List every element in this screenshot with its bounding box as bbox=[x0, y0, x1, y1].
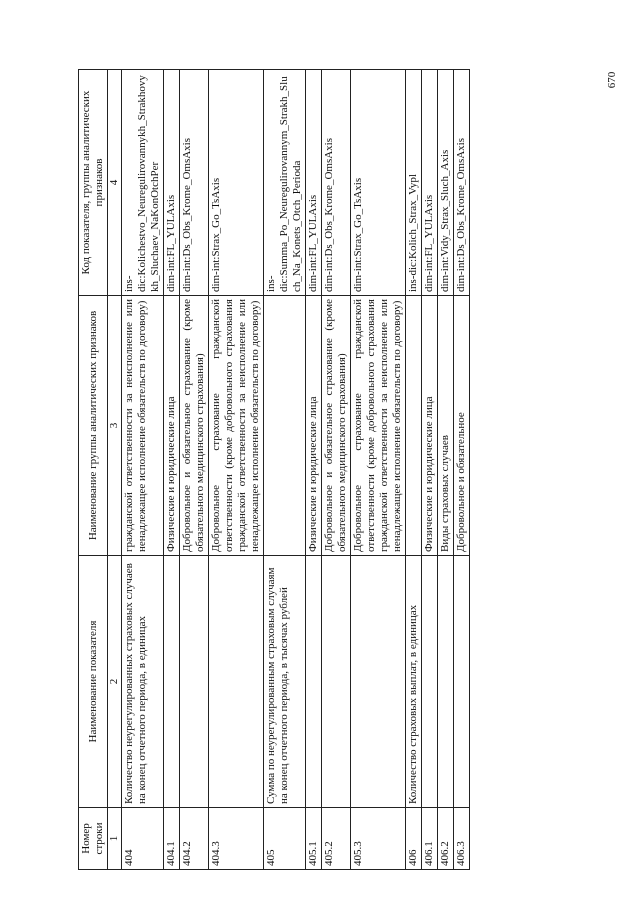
group-name-cell: Добровольное и обязательное bbox=[454, 296, 470, 556]
indicator-name-cell: Сумма по неурегулированным страховым случаям на конец отчетного периода, в тысячах рублей bbox=[264, 556, 306, 808]
table-row bbox=[264, 70, 306, 870]
table-row bbox=[180, 70, 209, 870]
table-row bbox=[322, 70, 351, 870]
code-cell: dim-int:Ds_Obs_Krome_OmsAxis bbox=[454, 70, 470, 296]
indicator-name-cell bbox=[422, 556, 438, 808]
code-cell: dim-int:Vidy_Strax_Sluch_Axis bbox=[438, 70, 454, 296]
row-number-cell: 404.2 bbox=[180, 808, 209, 870]
code-cell: ins-dic:Summa_Po_Neuregulirovannym_Strakh_Sluch_Na_Konets_Otch_Perioda bbox=[264, 70, 306, 296]
row-number-cell: 404 bbox=[122, 808, 164, 870]
column-number: 2 bbox=[108, 556, 122, 808]
group-name-cell bbox=[264, 296, 306, 556]
group-name-cell: Физические и юридические лица bbox=[164, 296, 180, 556]
row-number-cell: 405.1 bbox=[306, 808, 322, 870]
table-row bbox=[164, 70, 180, 870]
indicator-name-cell bbox=[454, 556, 470, 808]
indicator-name-cell bbox=[180, 556, 209, 808]
code-cell: dim-int:FL_YULAxis bbox=[164, 70, 180, 296]
indicator-name-cell bbox=[209, 556, 264, 808]
row-number-cell: 406.2 bbox=[438, 808, 454, 870]
header-row-number: Номер строки bbox=[79, 808, 108, 870]
code-cell: dim-int:FL_YULAxis bbox=[306, 70, 322, 296]
table-row bbox=[209, 70, 264, 870]
code-cell: dim-int:Strax_Go_TsAxis bbox=[209, 70, 264, 296]
code-cell: dim-int:Ds_Obs_Krome_OmsAxis bbox=[180, 70, 209, 296]
group-name-cell: Физические и юридические лица bbox=[306, 296, 322, 556]
header-group-name: Наименование группы аналитических признаков bbox=[79, 296, 108, 556]
header-indicator-name: Наименование показателя bbox=[79, 556, 108, 808]
group-name-cell: Физические и юридические лица bbox=[422, 296, 438, 556]
table-row bbox=[122, 70, 164, 870]
header-row bbox=[79, 70, 108, 870]
group-name-cell bbox=[406, 296, 422, 556]
table-row bbox=[351, 70, 406, 870]
row-number-cell: 406.3 bbox=[454, 808, 470, 870]
row-number-cell: 404.1 bbox=[164, 808, 180, 870]
indicator-name-cell: Количество страховых выплат, в единицах bbox=[406, 556, 422, 808]
column-number: 4 bbox=[108, 70, 122, 296]
column-numbering-row bbox=[108, 70, 122, 870]
code-cell: ins-dic:Kolichestvo_Neuregulirovannykh_Strakhovykh_Sluchaev_NaKonOtchPer bbox=[122, 70, 164, 296]
indicator-name-cell bbox=[306, 556, 322, 808]
row-number-cell: 405.3 bbox=[351, 808, 406, 870]
row-number-cell: 406.1 bbox=[422, 808, 438, 870]
indicator-name-cell bbox=[164, 556, 180, 808]
indicator-table bbox=[78, 69, 470, 870]
group-name-cell: гражданской ответственности за неисполнение или ненадлежащее исполнение обязательств по договору) bbox=[122, 296, 164, 556]
group-name-cell: Добровольное страхование гражданской ответственности (кроме добровольного страхования гражданской ответственности за неисполнение или ненадлежащее исполнение обязательств по договору) bbox=[209, 296, 264, 556]
code-cell: dim-int:Strax_Go_TsAxis bbox=[351, 70, 406, 296]
table-row bbox=[306, 70, 322, 870]
code-cell: dim-int:Ds_Obs_Krome_OmsAxis bbox=[322, 70, 351, 296]
table-row bbox=[406, 70, 422, 870]
row-number-cell: 405 bbox=[264, 808, 306, 870]
code-cell: ins-dic:Kolich_Strax_Vypl bbox=[406, 70, 422, 296]
indicator-name-cell bbox=[322, 556, 351, 808]
indicator-name-cell bbox=[438, 556, 454, 808]
indicator-name-cell: Количество неурегулированных страховых случаев на конец отчетного периода, в единицах bbox=[122, 556, 164, 808]
code-cell: dim-int:FL_YULAxis bbox=[422, 70, 438, 296]
row-number-cell: 405.2 bbox=[322, 808, 351, 870]
column-number: 3 bbox=[108, 296, 122, 556]
page-number: 670 bbox=[606, 71, 618, 89]
group-name-cell: Добровольное страхование гражданской ответственности (кроме добровольного страхования гражданской ответственности за неисполнение или ненадлежащее исполнение обязательств по договору) bbox=[351, 296, 406, 556]
rotated-page bbox=[78, 70, 582, 870]
table-row bbox=[438, 70, 454, 870]
group-name-cell: Добровольное и обязательное страхование (кроме обязательного медицинского страхования) bbox=[322, 296, 351, 556]
table-row bbox=[422, 70, 438, 870]
column-number: 1 bbox=[108, 808, 122, 870]
group-name-cell: Добровольное и обязательное страхование (кроме обязательного медицинского страхования) bbox=[180, 296, 209, 556]
row-number-cell: 406 bbox=[406, 808, 422, 870]
row-number-cell: 404.3 bbox=[209, 808, 264, 870]
header-code: Код показателя, группы аналитических признаков bbox=[79, 70, 108, 296]
indicator-name-cell bbox=[351, 556, 406, 808]
group-name-cell: Виды страховых случаев bbox=[438, 296, 454, 556]
table-row bbox=[454, 70, 470, 870]
